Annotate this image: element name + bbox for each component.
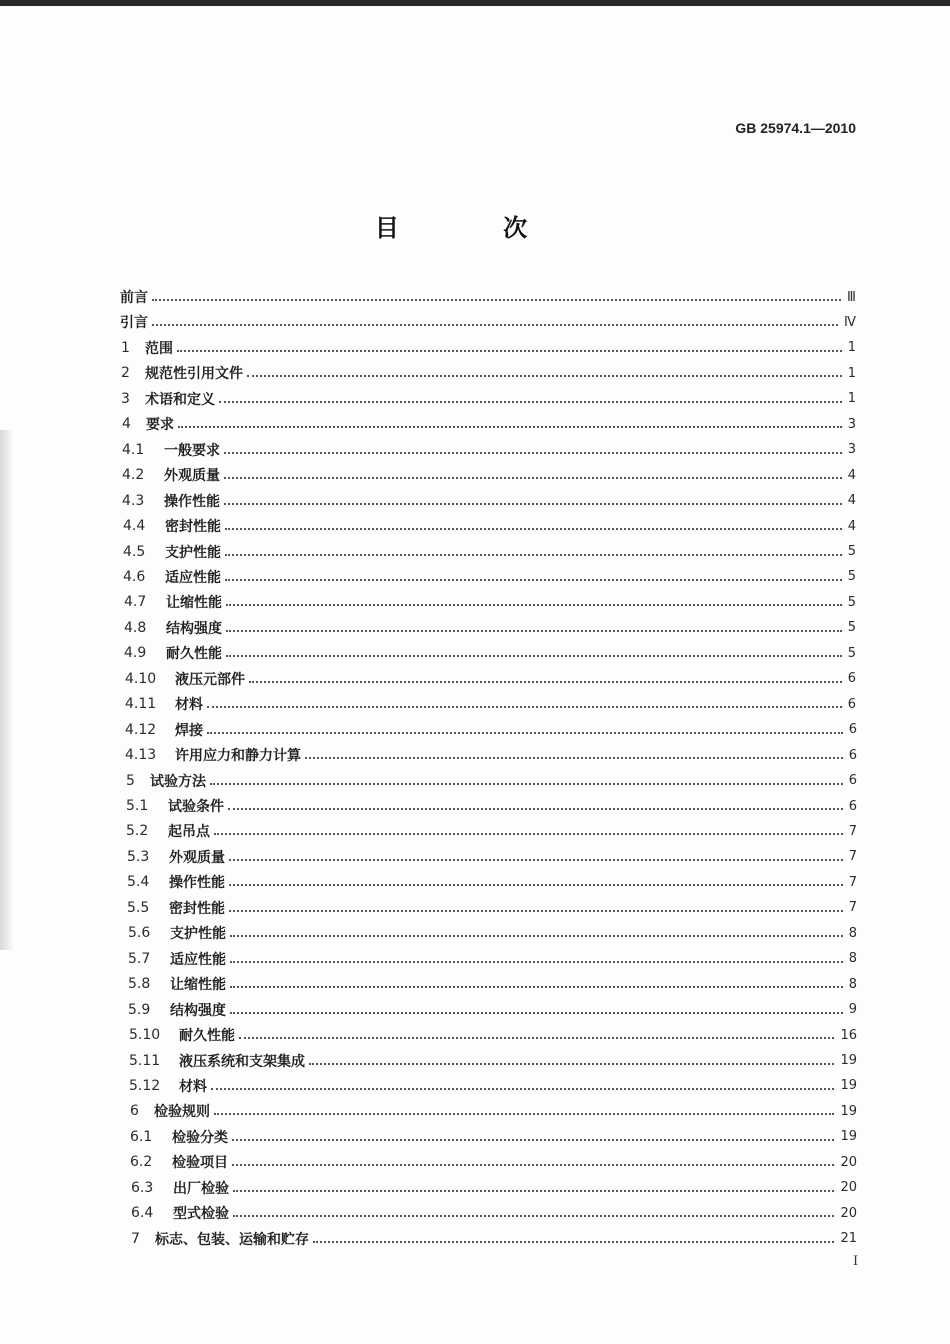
toc-entry[interactable]	[122, 464, 856, 486]
toc-entry-page: 3	[847, 442, 856, 458]
toc-entry-title: 试验方法	[150, 773, 206, 790]
toc-entry[interactable]	[128, 999, 857, 1021]
toc-entry-page: 8	[848, 925, 857, 941]
toc-entry-title: 检验规则	[154, 1104, 210, 1121]
toc-entry-title: 结构强度	[166, 620, 222, 637]
toc-entry-title: 支护性能	[165, 544, 221, 561]
toc-leader-dots	[229, 859, 843, 861]
toc-entry-number: 4	[122, 416, 131, 433]
toc-leader-dots	[211, 1088, 834, 1090]
toc-entry-page: 4	[847, 518, 856, 534]
toc-leader-dots	[309, 1063, 834, 1065]
toc-entry[interactable]	[126, 820, 857, 842]
toc-entry-number: 6	[130, 1103, 139, 1120]
toc-entry[interactable]	[122, 413, 856, 435]
toc-leader-dots	[226, 655, 842, 657]
toc-entry-number: 4.10	[125, 670, 157, 687]
toc-entry-number: 4.6	[123, 568, 146, 585]
toc-leader-dots	[152, 324, 838, 326]
toc-entry-page: 7	[848, 823, 857, 839]
toc-entry[interactable]	[130, 1100, 857, 1122]
toc-entry-page: 7	[848, 900, 857, 916]
toc-entry-title: 要求	[146, 417, 174, 434]
toc-entry-page: 3	[847, 416, 856, 432]
toc-entry-title: 液压元部件	[175, 671, 245, 688]
toc-entry-number: 6.3	[131, 1179, 154, 1196]
toc-leader-dots	[229, 884, 843, 886]
toc-entry-page: 21	[840, 1231, 857, 1247]
toc-entry-title: 密封性能	[169, 900, 225, 917]
toc-entry[interactable]	[131, 1202, 857, 1224]
toc-leader-dots	[224, 503, 842, 505]
toc-entry-number: 4.1	[122, 441, 145, 458]
toc-entry[interactable]	[129, 1075, 857, 1097]
toc-entry-page: 5	[847, 544, 856, 559]
toc-leader-dots	[232, 1139, 834, 1141]
toc-entry-number: 2	[121, 365, 130, 382]
toc-entry-page: 19	[840, 1129, 857, 1145]
toc-leader-dots	[230, 986, 843, 988]
toc-entry-number: 5.8	[128, 976, 151, 993]
toc-entry-title: 检验项目	[172, 1155, 228, 1172]
toc-entry[interactable]	[128, 948, 857, 970]
toc-entry-page: 8	[848, 976, 857, 992]
toc-entry-title: 规范性引用文件	[145, 366, 243, 383]
toc-leader-dots	[230, 961, 843, 963]
toc-entry-page: 1	[847, 365, 856, 381]
toc-entry-page: 19	[840, 1103, 857, 1119]
toc-entry-title: 外观质量	[169, 849, 225, 866]
toc-entry-page: 7	[848, 849, 857, 865]
toc-entry[interactable]	[120, 286, 856, 308]
toc-entry-title: 耐久性能	[166, 646, 222, 663]
toc-leader-dots	[152, 299, 841, 301]
toc-entry-number: 5.10	[129, 1027, 161, 1044]
toc-entry[interactable]	[127, 897, 857, 919]
toc-entry-number: 5.6	[128, 925, 151, 942]
toc-entry[interactable]	[123, 515, 856, 537]
toc-leader-dots	[219, 401, 842, 403]
toc-entry-page: 16	[840, 1027, 857, 1043]
toc-leader-dots	[305, 757, 843, 759]
toc-title: 目 次	[374, 214, 576, 242]
toc-entry[interactable]	[127, 846, 857, 868]
toc-leader-dots	[313, 1241, 834, 1243]
toc-entry[interactable]	[125, 668, 856, 690]
toc-entry-number: 5.12	[129, 1077, 161, 1094]
toc-entry-number: 4.11	[125, 696, 157, 713]
toc-entry[interactable]	[122, 490, 856, 512]
toc-entry[interactable]	[121, 362, 856, 384]
toc-entry-title: 材料	[175, 697, 203, 714]
toc-leader-dots	[232, 1164, 834, 1166]
toc-entry-page: 4	[847, 467, 856, 483]
toc-entry-number: 4.12	[125, 721, 157, 738]
toc-leader-dots	[225, 579, 842, 581]
toc-entry-page: 6	[847, 696, 856, 712]
toc-entry-page: 8	[848, 951, 857, 967]
toc-entry-page: 5	[847, 620, 856, 636]
toc-leader-dots	[225, 528, 842, 530]
toc-entry-number: 6.2	[130, 1154, 153, 1171]
toc-entry-page: 20	[840, 1205, 857, 1221]
toc-entry-page: 6	[848, 722, 857, 738]
toc-entry[interactable]	[122, 439, 856, 461]
toc-entry-page: Ⅳ	[844, 314, 856, 330]
toc-entry-title: 结构强度	[170, 1002, 226, 1019]
toc-entry-title: 范围	[145, 340, 173, 357]
toc-entry-title: 一般要求	[164, 442, 220, 459]
toc-entry-number: 4.2	[122, 467, 145, 484]
toc-entry[interactable]	[123, 541, 856, 563]
toc-leader-dots	[214, 1113, 834, 1115]
toc-entry-number: 4.4	[123, 518, 146, 535]
toc-entry-number: 5.5	[127, 899, 150, 916]
toc-entry-number: 5.2	[126, 823, 149, 840]
toc-entry[interactable]	[131, 1228, 857, 1250]
toc-entry-title: 焊接	[175, 722, 203, 739]
toc-entry-title: 外观质量	[164, 468, 220, 485]
toc-entry-title: 许用应力和静力计算	[175, 748, 301, 765]
toc-entry-title: 出厂检验	[173, 1180, 229, 1197]
toc-entry[interactable]	[124, 591, 856, 613]
toc-entry-number: 4.9	[124, 645, 147, 662]
toc-entry-title: 术语和定义	[145, 391, 215, 408]
scan-left-shadow	[0, 430, 14, 950]
page-number: Ⅰ	[853, 1254, 859, 1269]
toc-entry-number: 4.5	[123, 543, 146, 560]
toc-entry-number: 5.1	[126, 798, 149, 814]
toc-entry[interactable]	[124, 642, 856, 664]
toc-entry-title: 操作性能	[169, 875, 225, 892]
toc-entry[interactable]	[130, 1126, 857, 1148]
toc-entry-page: 1	[847, 391, 856, 407]
toc-entry-page: 19	[840, 1053, 857, 1068]
toc-entry-title: 材料	[179, 1078, 207, 1095]
toc-entry-number: 7	[131, 1230, 140, 1247]
toc-leader-dots	[233, 1215, 834, 1217]
toc-entry[interactable]	[125, 744, 857, 766]
toc-leader-dots	[210, 783, 843, 785]
toc-entry-page: 6	[848, 773, 857, 789]
toc-entry[interactable]	[120, 311, 856, 333]
toc-entry[interactable]	[121, 337, 856, 359]
toc-entry-page: 9	[848, 1002, 857, 1018]
scan-top-edge	[0, 0, 950, 6]
toc-leader-dots	[207, 706, 842, 708]
toc-entry-number: 5	[126, 772, 135, 789]
toc-entry-number: 6.4	[131, 1205, 154, 1222]
toc-entry-number: 3	[121, 390, 130, 407]
toc-entry-number: 6.1	[130, 1128, 153, 1145]
toc-entry-page: 6	[847, 671, 856, 687]
toc-entry-page: 6	[848, 798, 857, 814]
toc-entry[interactable]	[124, 617, 856, 639]
toc-entry-number: 5.3	[127, 848, 150, 865]
toc-leader-dots	[214, 833, 843, 835]
toc-entry-title: 引言	[120, 315, 148, 332]
toc-entry-number: 4.8	[124, 619, 147, 636]
toc-entry-page: Ⅲ	[847, 289, 856, 305]
toc-entry[interactable]	[125, 693, 856, 715]
toc-entry-number: 5.9	[128, 1001, 151, 1018]
toc-leader-dots	[224, 477, 842, 479]
toc-entry-page: 20	[840, 1180, 857, 1196]
toc-leader-dots	[207, 732, 843, 734]
toc-leader-dots	[247, 375, 842, 377]
toc-entry-page: 20	[840, 1154, 857, 1170]
toc-entry[interactable]	[131, 1177, 857, 1199]
toc-entry-title: 前言	[120, 290, 148, 306]
toc-leader-dots	[230, 1012, 843, 1014]
toc-entry-number: 4.7	[124, 594, 147, 611]
toc-leader-dots	[233, 1190, 834, 1192]
toc-entry-page: 1	[847, 340, 856, 356]
standard-code: GB 25974.1—2010	[735, 120, 856, 136]
toc-entry-title: 密封性能	[165, 519, 221, 536]
toc-entry-number: 5.4	[127, 874, 150, 891]
toc-entry-number: 4.13	[125, 747, 157, 764]
toc-entry[interactable]	[123, 566, 856, 588]
toc-entry-title: 适应性能	[170, 951, 226, 968]
toc-entry-title: 检验分类	[172, 1129, 228, 1146]
toc-entry[interactable]	[128, 973, 857, 995]
toc-leader-dots	[177, 350, 842, 352]
toc-entry[interactable]	[126, 795, 857, 817]
toc-entry-page: 4	[847, 493, 856, 509]
toc-entry-number: 4.3	[122, 492, 145, 509]
toc-entry-page: 6	[848, 747, 857, 763]
toc-entry-title: 耐久性能	[179, 1028, 235, 1045]
toc-leader-dots	[226, 630, 842, 632]
toc-entry[interactable]	[129, 1024, 857, 1046]
toc-entry[interactable]	[129, 1050, 857, 1072]
toc-entry-title: 让缩性能	[170, 977, 226, 994]
toc-entry-number: 5.7	[128, 950, 151, 967]
toc-leader-dots	[230, 935, 843, 937]
toc-entry-title: 操作性能	[164, 493, 220, 510]
toc-entry-title: 支护性能	[170, 926, 226, 943]
toc-entry[interactable]	[130, 1151, 857, 1173]
toc-entry-page: 19	[840, 1078, 857, 1094]
toc-leader-dots	[224, 452, 842, 454]
toc-leader-dots	[226, 604, 842, 606]
toc-entry-title: 适应性能	[165, 569, 221, 586]
toc-entry-title: 型式检验	[173, 1206, 229, 1223]
toc-leader-dots	[225, 554, 842, 556]
toc-entry-page: 7	[848, 874, 857, 890]
toc-entry[interactable]	[121, 388, 856, 410]
toc-entry-title: 让缩性能	[166, 595, 222, 612]
toc-entry-title: 试验条件	[168, 799, 224, 815]
toc-leader-dots	[178, 426, 842, 428]
toc-entry[interactable]	[126, 770, 857, 792]
toc-entry-page: 5	[847, 645, 856, 661]
toc-entry-number: 5.11	[129, 1052, 161, 1069]
toc-entry-page: 5	[847, 569, 856, 585]
toc-entry-title: 液压系统和支架集成	[179, 1053, 305, 1070]
toc-leader-dots	[228, 808, 843, 810]
toc-entry[interactable]	[127, 871, 857, 893]
toc-entry[interactable]	[125, 719, 857, 741]
toc-leader-dots	[249, 681, 842, 683]
toc-entry-page: 5	[847, 594, 856, 610]
toc-entry[interactable]	[128, 922, 857, 944]
toc-entry-number: 1	[121, 339, 130, 356]
toc-entry-title: 起吊点	[168, 824, 210, 841]
toc-leader-dots	[229, 910, 843, 912]
toc-leader-dots	[239, 1037, 834, 1039]
toc-entry-title: 标志、包装、运输和贮存	[155, 1231, 309, 1248]
